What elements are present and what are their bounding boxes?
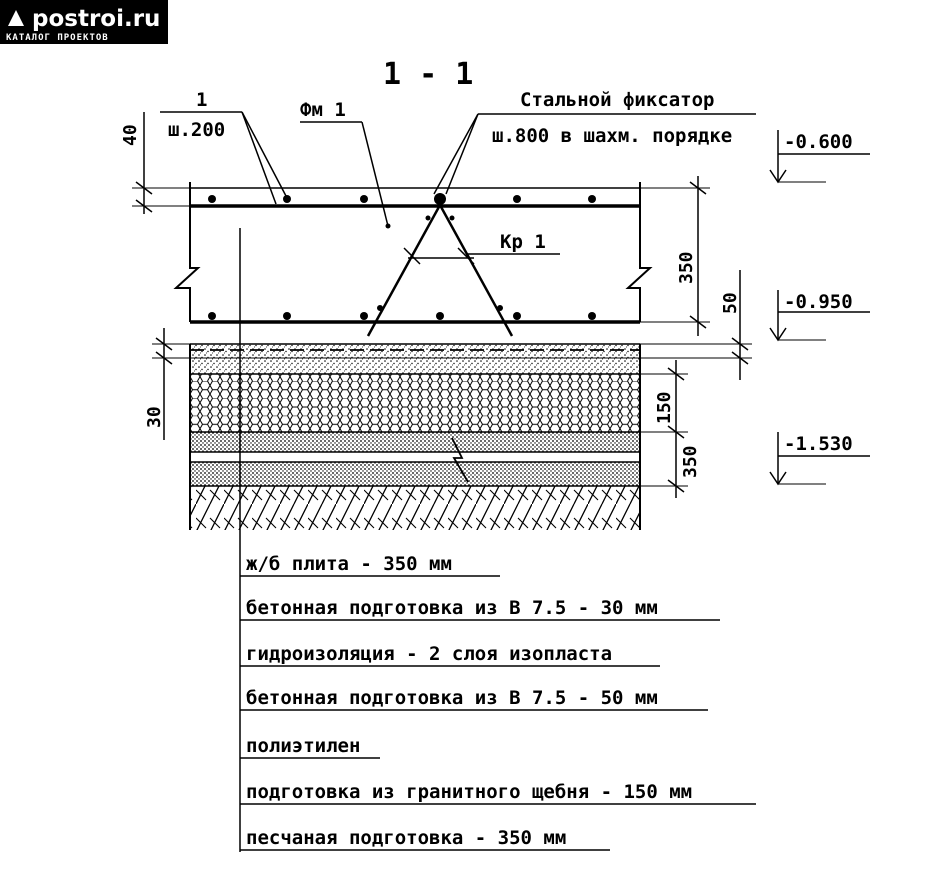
fixator-label-line1: Стальной фиксатор <box>520 89 715 111</box>
level-mark-top <box>770 130 870 182</box>
fixator-label-line2: ш.800 в шахм. порядке <box>492 125 733 147</box>
level-slab-bottom-label: -0.950 <box>784 291 853 313</box>
fixator-callout <box>434 89 756 194</box>
mesh-number-label: 1 <box>196 89 208 111</box>
logo-subtitle: КАТАЛОГ ПРОЕКТОВ <box>6 33 109 43</box>
logo[interactable] <box>0 0 168 44</box>
layer-6-label: подготовка из гранитного щебня - 150 мм <box>246 781 693 803</box>
layer-legend <box>240 540 756 852</box>
rebar-bottom-row <box>208 305 596 320</box>
left-dimensions <box>120 112 190 440</box>
layer-7-label: песчаная подготовка - 350 мм <box>246 827 567 849</box>
logo-name: postroi.ru <box>32 6 161 32</box>
level-top-label: -0.600 <box>784 131 853 153</box>
section-title: 1 - 1 <box>383 57 474 92</box>
frame-callout <box>466 231 560 254</box>
mesh-mark-callout <box>300 99 391 229</box>
level-mark-bottom <box>770 432 870 484</box>
dim-lower-gap: 50 <box>720 292 741 314</box>
level-base-bottom-label: -1.530 <box>784 433 853 455</box>
right-dimensions <box>640 176 752 498</box>
mesh-spacing-label: ш.200 <box>168 119 226 141</box>
layer-4-label: бетонная подготовка из В 7.5 - 50 мм <box>246 687 658 709</box>
frame-mark-label: Кр 1 <box>500 231 546 253</box>
dim-gravel: 150 <box>654 391 675 424</box>
dim-top-cover: 40 <box>120 124 141 146</box>
mesh-mark-label: Фм 1 <box>300 99 346 121</box>
layer-5-label: полиэтилен <box>246 735 361 757</box>
level-mark-middle <box>770 290 870 340</box>
rebar-top-row <box>208 193 596 205</box>
base-layers <box>190 344 640 530</box>
layer-3-label: гидроизоляция - 2 слоя изопласта <box>246 643 613 665</box>
dim-concrete-prep: 30 <box>144 406 165 428</box>
mesh-callout <box>160 89 286 204</box>
dim-sand: 350 <box>680 445 701 478</box>
layer-2-label: бетонная подготовка из В 7.5 - 30 мм <box>246 597 658 619</box>
layer-1-label: ж/б плита - 350 мм <box>246 553 452 575</box>
dim-slab: 350 <box>676 251 697 284</box>
